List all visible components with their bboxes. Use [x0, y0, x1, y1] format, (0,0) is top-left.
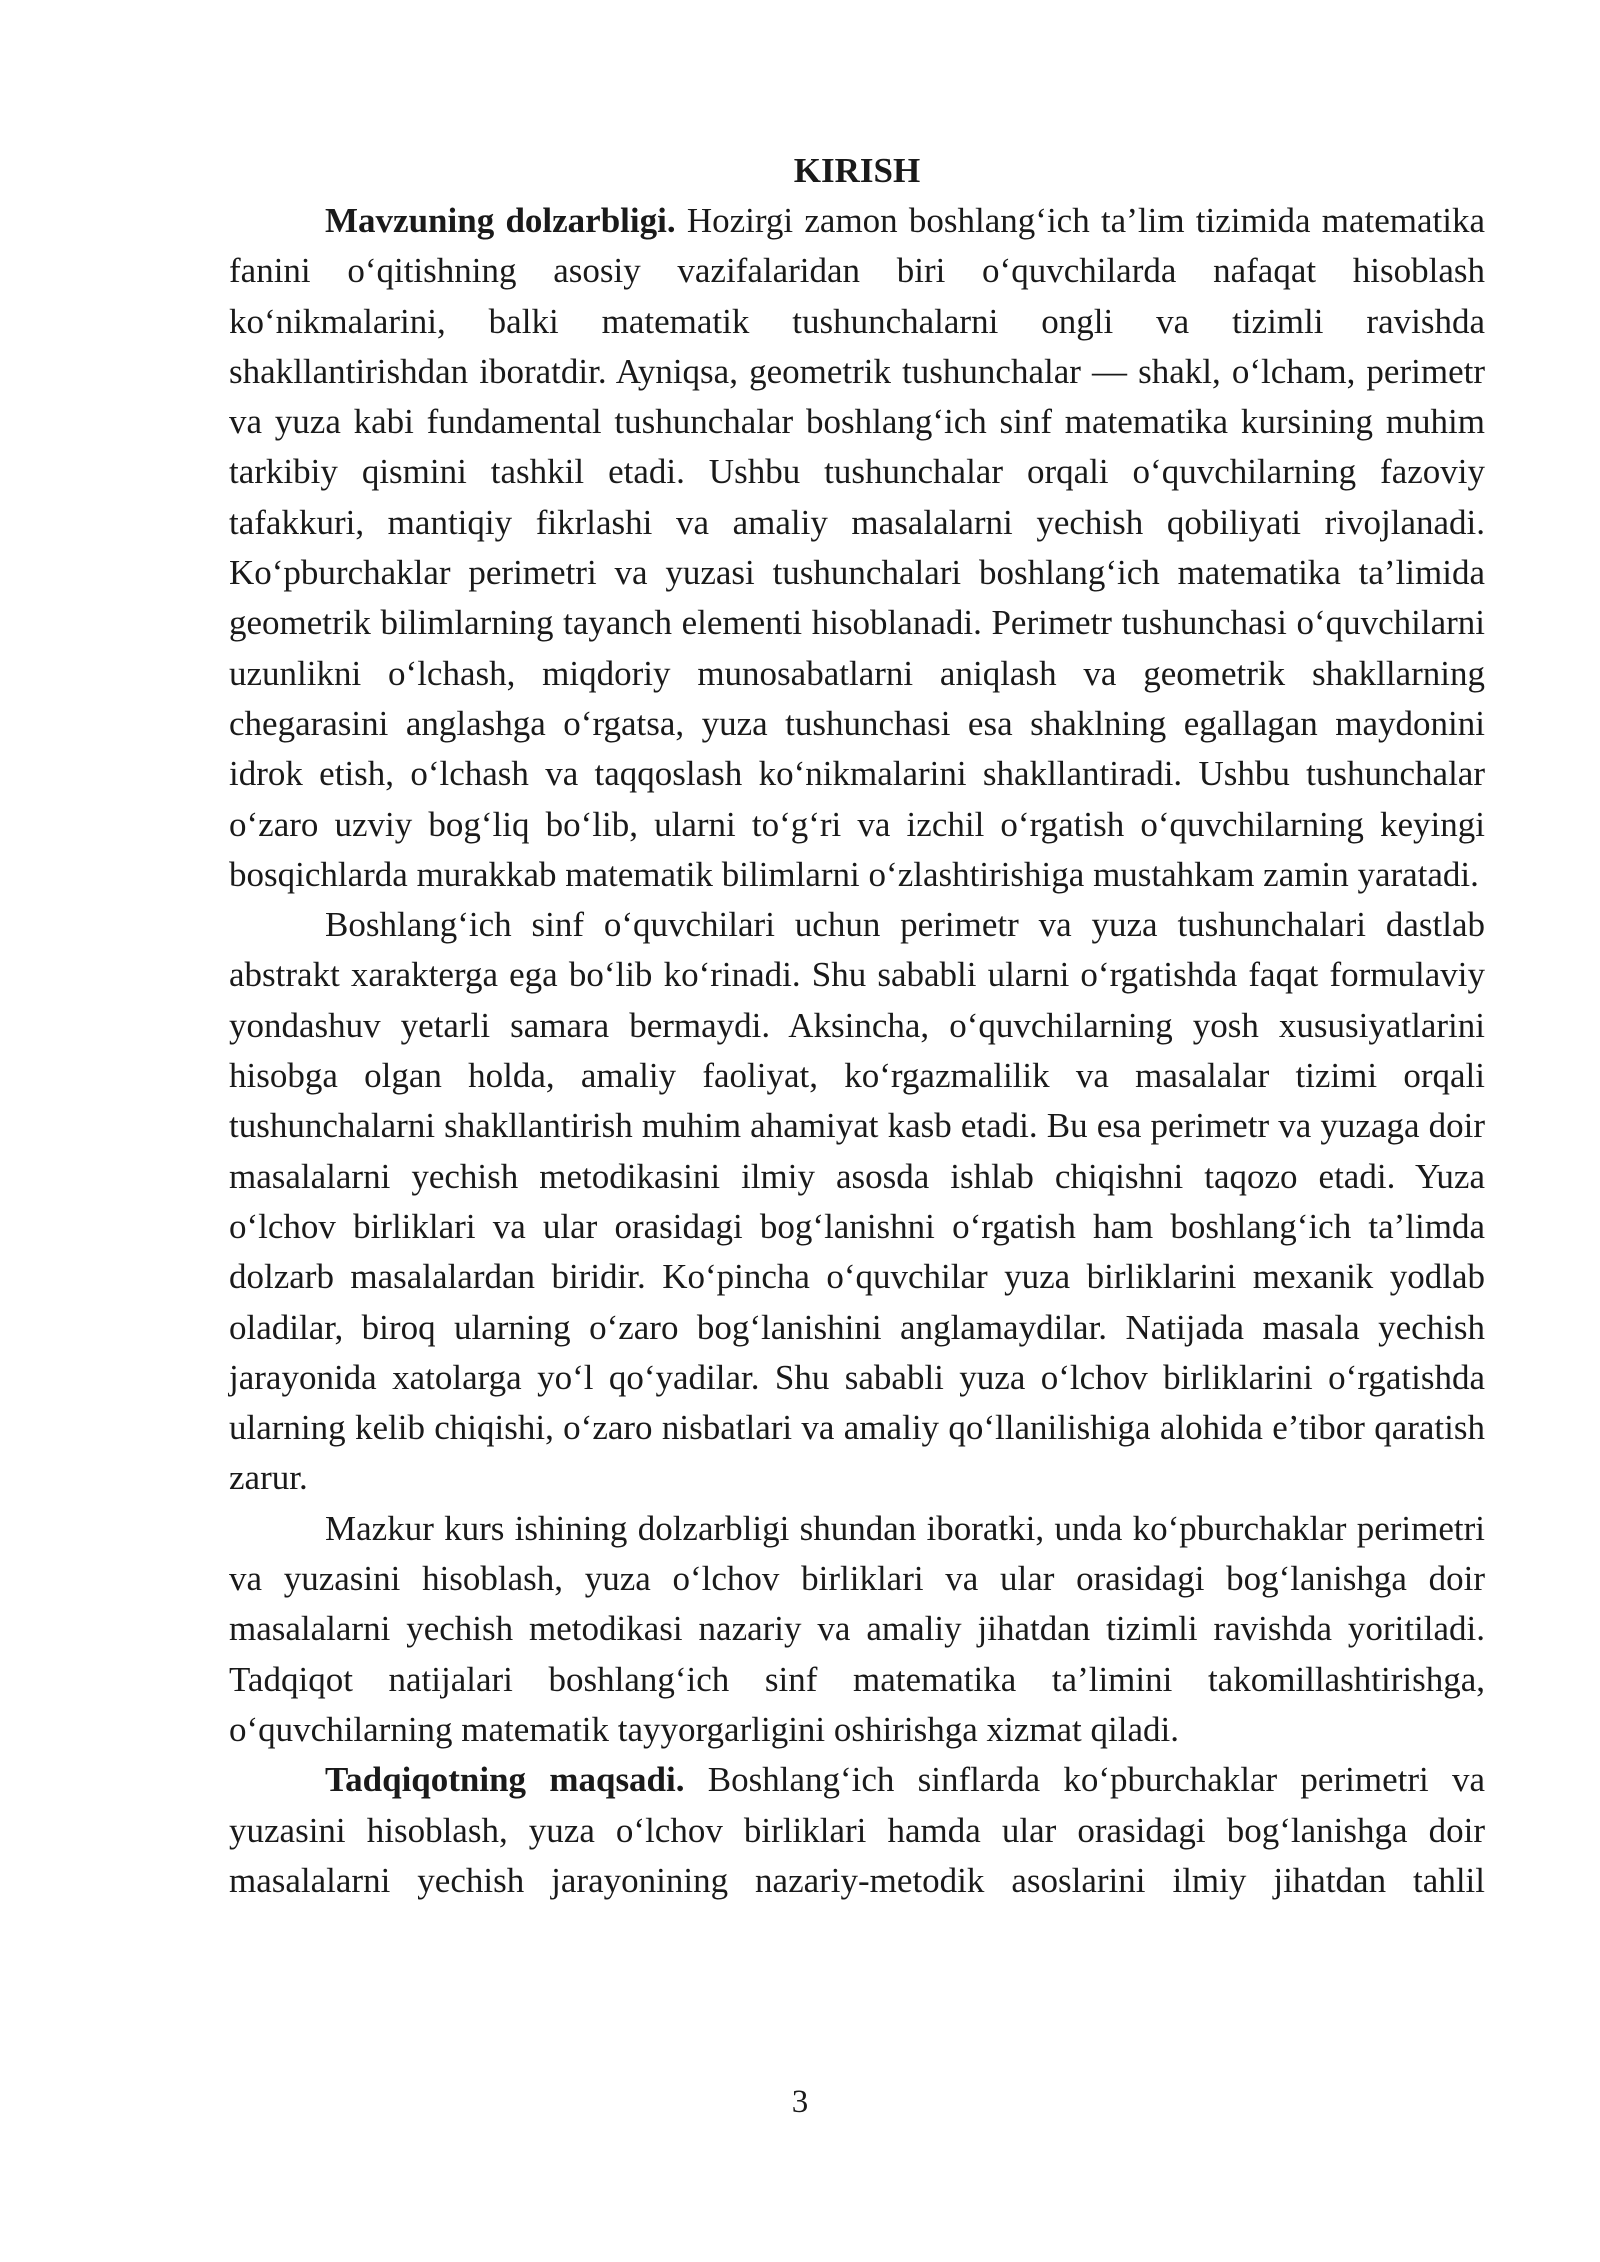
paragraph-relevance — [229, 196, 1485, 900]
paragraph-lead: Tadqiqotning maqsadi. — [325, 1760, 685, 1800]
paragraph-body — [229, 900, 1485, 1504]
document-page — [229, 146, 1485, 1906]
section-heading: KIRISH — [793, 151, 921, 190]
paragraph-aim — [229, 1755, 1485, 1906]
paragraph-text: Boshlang‘ich sinf o‘quvchilari uchun perimetr va yuza tushunchalari dastlab abstrakt xarakterga ega bo‘lib ko‘rinadi. Shu sababli ularni o‘rgatishda faqat formulaviy yondashuv yetarli samara bermaydi. Aksincha, o‘quvchilarning yosh xususiyatlarini hisobga olgan holda, amaliy faoliyat, ko‘rgazmalilik va masalalar tizimi orqali tushunchalarni shakllantirish muhim ahamiyat kasb etadi. Bu esa perimetr va yuzaga doir masalalarni yechish metodikasini ilmiy asosda ishlab chiqishni taqozo etadi. Yuza o‘lchov birliklari va ular orasidagi bog‘lanishni o‘rgatish ham boshlang‘ich ta’limda dolzarb masalalardan biridir. Ko‘pincha o‘quvchilar yuza birliklarini mexanik yodlab oladilar, biroq ularning o‘zaro bog‘lanishini anglamaydilar. Natijada masala yechish jarayonida xatolarga yo‘l qo‘yadilar. Shu sababli yuza o‘lchov birliklarini o‘rgatishda ularning kelib chiqishi, o‘zaro nisbatlari va amaliy qo‘llanilishiga alohida e’tibor qaratish zarur. — [229, 905, 1485, 1498]
paragraph-text: Boshlang‘ich sinflarda ko‘pburchaklar perimetri va yuzasini hisoblash, yuza o‘lchov birliklari hamda ular orasidagi bog‘lanishga doir masalalarni yechish jarayonining nazariy-metodik asoslarini ilmiy jihatdan tahlil — [229, 1760, 1485, 1900]
paragraph-text: Mazkur kurs ishining dolzarbligi shundan iboratki, unda ko‘pburchaklar perimetri va yuzasini hisoblash, yuza o‘lchov birliklari va ular orasidagi bog‘lanishga doir masalalarni yechish metodikasi nazariy va amaliy jihatdan tizimli ravishda yoritiladi. Tadqiqot natijalari boshlang‘ich sinf matematika ta’limini takomillashtirishga, o‘quvchilarning matematik tayyorgarligini oshirishga xizmat qiladi. — [229, 1508, 1485, 1749]
page-number: 3 — [791, 2084, 809, 2120]
paragraph-lead: Mavzuning dolzarbligi. — [325, 201, 676, 240]
paragraph-body — [229, 1504, 1485, 1755]
paragraph-text: Hozirgi zamon boshlang‘ich ta’lim tizimida matematika fanini o‘qitishning asosiy vazifalaridan biri o‘quvchilarda nafaqat hisoblash ko‘nikmalarini, balki matematik tushunchalarni ongli va tizimli ravishda shakllantirishdan iboratdir. Ayniqsa, geometrik tushunchalar — shakl, o‘lcham, perimetr va yuza kabi fundamental tushunchalar boshlang‘ich sinf matematika kursining muhim tarkibiy qismini tashkil etadi. Ushbu tushunchalar orqali o‘quvchilarning fazoviy tafakkuri, mantiqiy fikrlashi va amaliy masalalarni yechish qobiliyati rivojlanadi. Ko‘pburchaklar perimetri va yuzasi tushunchalari boshlang‘ich matematika ta’limida geometrik bilimlarning tayanch elementi hisoblanadi. Perimetr tushunchasi o‘quvchilarni uzunlikni o‘lchash, miqdoriy munosabatlarni aniqlash va geometrik shakllarning chegarasini anglashga o‘rgatsa, yuza tushunchasi esa shaklning egallagan maydonini idrok etish, o‘lchash va taqqoslash ko‘nikmalarini shakllantiradi. Ushbu tushunchalar o‘zaro uzviy bog‘liq bo‘lib, ularni to‘g‘ri va izchil o‘rgatish o‘quvchilarning keyingi bosqichlarda murakkab matematik bilimlarni o‘zlashtirishiga mustahkam zamin yaratadi. — [229, 201, 1485, 894]
